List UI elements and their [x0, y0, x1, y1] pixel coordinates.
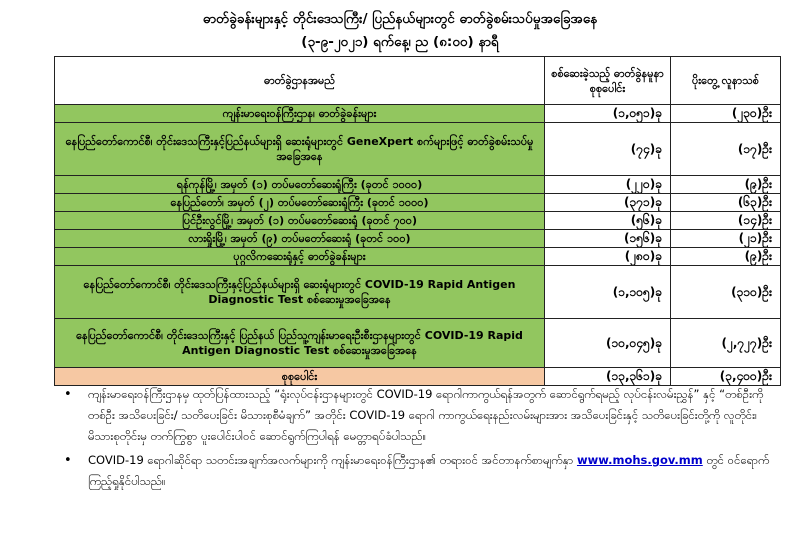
tested-count-cell: (၁,၀၅၁)ခု — [545, 105, 671, 123]
table-row — [55, 123, 781, 176]
table-row — [55, 248, 781, 266]
table-row — [55, 230, 781, 248]
lab-testing-table — [54, 56, 781, 386]
table-row — [55, 194, 781, 212]
page-title: ဓာတ်ခွဲခန်းများနှင့် တိုင်းဒေသကြီး/ ပြည်နယ်များတွင် ဓာတ်ခွဲစမ်းသပ်မှုအခြေအနေ — [202, 11, 598, 27]
positive-count-cell: (၆၃)ဦး — [671, 194, 781, 212]
positive-count-cell: (၉)ဦး — [671, 176, 781, 194]
table-header-row — [55, 57, 781, 105]
tested-count-cell: (၂၈၀)ခု — [545, 248, 671, 266]
lab-name-cell: နေပြည်တော်ကောင်စီ၊ တိုင်းဒေသကြီးနှင့် ပြည်နယ် ပြည်သူ့ကျန်းမာရေးဦးစီးဌာနများတွင် COVID-19 Rapid Antigen Diagnostic Test စစ်ဆေးမှုအခြေအနေ — [55, 319, 545, 368]
bullet-icon: • — [64, 387, 72, 402]
positive-count-cell: (၁၄)ဦး — [671, 212, 781, 230]
table-row — [55, 319, 781, 368]
note-text: ကျန်းမာရေးဝန်ကြီးဌာနမှ ထုတ်ပြန်ထားသည့် “ရုံးလုပ်ငန်းဌာနများတွင် COVID-19 ရောဂါကာကွယ်ရန်အတွက် ဆောင်ရွက်ရမည့် လုပ်ငန်းလမ်းညွှန်” နှင့် “တစ်ဦးကိုတစ်ဦး အသိပေးခြင်း/ သတိပေးခြင်း မိသားစုစီမံချက်” အတိုင်း COVID-19 ရောဂါ ကာကွယ်ရေးနည်းလမ်းများအား အသိပေးခြင်းနှင့် သတိပေးခြင်းတို့ကို လူတိုင်း၊ မိသားစုတိုင်းမှ တက်ကြွစွာ ပူးပေါင်းပါဝင် ဆောင်ရွက်ကြပါရန် မေတ္တာရပ်ခံပါသည်။ — [88, 387, 764, 443]
tested-count-cell: (၂၂၀)ခု — [545, 176, 671, 194]
table-row — [55, 212, 781, 230]
lab-name-cell: လားရှိုးမြို့၊ အမှတ် (၉) တပ်မတော်ဆေးရုံ (ခုတင် ၁၀၀) — [55, 230, 545, 248]
mohs-website-link[interactable]: www.mohs.gov.mm — [576, 453, 703, 467]
tested-count-cell: (၅၆)ခု — [545, 212, 671, 230]
report-date-subtitle: (၃-၉-၂၀၂၁) ရက်နေ့၊ ည (၈:၀၀) နာရီ — [301, 34, 499, 50]
tested-count-cell: (၁၀,၀၄၅)ခု — [545, 319, 671, 368]
total-tested-cell: (၁၃,၃၆၁)ခု — [545, 368, 671, 386]
lab-name-cell: နေပြည်တော်ကောင်စီ၊ တိုင်းဒေသကြီးနှင့်ပြည်နယ်များရှိ ဆေးရုံများတွင် GeneXpert စက်များဖြင့် ဓာတ်ခွဲစမ်းသပ်မှုအခြေအနေ — [55, 123, 545, 176]
positive-count-cell: (၂၃၀)ဦး — [671, 105, 781, 123]
note-text-prefix: COVID-19 ရောဂါဆိုင်ရာ သတင်းအချက်အလက်များကို ကျန်းမာရေးဝန်ကြီးဌာန၏ တရားဝင် အင်တာနက်စာမျက်နှာ — [88, 453, 574, 467]
lab-name-cell: နေပြည်တော်ကောင်စီ၊ တိုင်းဒေသကြီးနှင့်ပြည်နယ်များရှိ ဆေးရုံများတွင် COVID-19 Rapid Antigen Diagnostic Test စစ်ဆေးမှုအခြေအနေ — [55, 266, 545, 319]
header-total-tested: စစ်ဆေးခဲ့သည့် ဓာတ်ခွဲနမူနာ စုစုပေါင်း — [545, 57, 671, 105]
table-total-row — [55, 368, 781, 386]
positive-count-cell: (၂၁)ဦး — [671, 230, 781, 248]
table-row — [55, 266, 781, 319]
positive-count-cell: (၂,၇၂၇)ဦး — [671, 319, 781, 368]
tested-count-cell: (၇၄)ခု — [545, 123, 671, 176]
lab-name-cell: ပုဂ္ဂလိကဆေးရုံနှင့် ဓာတ်ခွဲခန်းများ — [55, 248, 545, 266]
note-text-suffix: တွင် ဝင်ရောက်ကြည့်ရှုနိုင်ပါသည်။ — [88, 453, 770, 488]
lab-name-cell: နေပြည်တော်၊ အမှတ် (၂) တပ်မတော်ဆေးရုံကြီး (ခုတင် ၁၀၀၀) — [55, 194, 545, 212]
positive-count-cell: (၃၁၀)ဦး — [671, 266, 781, 319]
positive-count-cell: (၁၇)ဦး — [671, 123, 781, 176]
tested-count-cell: (၃၇၁)ခု — [545, 194, 671, 212]
tested-count-cell: (၁၅၆)ခု — [545, 230, 671, 248]
lab-name-cell: ကျန်းမာရေးဝန်ကြီးဌာန၊ ဓာတ်ခွဲခန်းများ — [55, 105, 545, 123]
header-lab-name: ဓာတ်ခွဲဌာနအမည် — [55, 57, 545, 105]
lab-name-cell: ရန်ကုန်မြို့၊ အမှတ် (၁) တပ်မတော်ဆေးရုံကြီး (ခုတင် ၁၀၀၀) — [55, 176, 545, 194]
table-row — [55, 105, 781, 123]
tested-count-cell: (၁,၁၀၅)ခု — [545, 266, 671, 319]
total-positive-cell: (၃,၄၀၀)ဦး — [671, 368, 781, 386]
lab-name-cell: ပြင်ဦးလွင်မြို့၊ အမှတ် (၁) တပ်မတော်ဆေးရုံ (ခုတင် ၇၀၀) — [55, 212, 545, 230]
note-prevention-guidance — [56, 384, 776, 447]
bullet-icon: • — [64, 453, 72, 468]
table-row — [55, 176, 781, 194]
positive-count-cell: (၉)ဦး — [671, 248, 781, 266]
note-website-info — [56, 450, 776, 492]
notes-section — [56, 384, 776, 495]
header-new-positive: ပိုးတွေ့ လူနာသစ် — [671, 57, 781, 105]
total-label-cell: စုစုပေါင်း — [55, 368, 545, 386]
